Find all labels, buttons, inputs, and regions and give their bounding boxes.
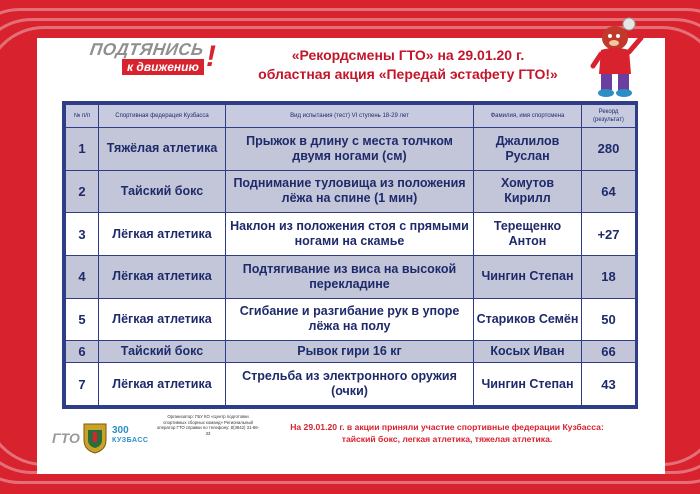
cell-federation: Тяжёлая атлетика bbox=[99, 128, 226, 171]
logo-sub-text: к движению bbox=[122, 59, 204, 75]
cell-record: 64 bbox=[582, 170, 636, 213]
header-number: № п/п bbox=[66, 105, 99, 128]
table-row bbox=[66, 255, 636, 298]
header-record: Рекорд (результат) bbox=[582, 105, 636, 128]
cell-federation: Тайский бокс bbox=[99, 170, 226, 213]
cell-athlete: Чингин Степан bbox=[474, 255, 582, 298]
table-row bbox=[66, 128, 636, 171]
gto-logo: ГТО bbox=[52, 430, 80, 446]
coat-of-arms-icon bbox=[82, 422, 108, 454]
cell-record: 280 bbox=[582, 128, 636, 171]
cell-athlete: Джалилов Руслан bbox=[474, 128, 582, 171]
page-title bbox=[232, 46, 584, 84]
header-athlete: Фамилия, имя спортсмена bbox=[474, 105, 582, 128]
cell-event: Поднимание туловища из положения лёжа на спине (1 мин) bbox=[226, 170, 474, 213]
cell-athlete: Косых Иван bbox=[474, 341, 582, 363]
cell-athlete: Чингин Степан bbox=[474, 363, 582, 406]
campaign-logo bbox=[88, 40, 228, 82]
cell-number: 7 bbox=[66, 363, 99, 406]
cell-federation: Лёгкая атлетика bbox=[99, 298, 226, 341]
title-line-2: областная акция «Передай эстафету ГТО!» bbox=[258, 66, 558, 82]
table-row bbox=[66, 298, 636, 341]
cell-record: 50 bbox=[582, 298, 636, 341]
cell-event: Сгибание и разгибание рук в упоре лёжа на полу bbox=[226, 298, 474, 341]
cell-number: 2 bbox=[66, 170, 99, 213]
kuzbass-300-number: 300 bbox=[112, 425, 129, 436]
cell-event: Стрельба из электронного оружия (очки) bbox=[226, 363, 474, 406]
table-row bbox=[66, 170, 636, 213]
cell-event: Наклон из положения стоя с прямыми ногами на скамье bbox=[226, 213, 474, 256]
cell-record: 18 bbox=[582, 255, 636, 298]
table-row bbox=[66, 213, 636, 256]
cell-federation: Тайский бокс bbox=[99, 341, 226, 363]
cell-event: Подтягивание из виса на высокой перекладине bbox=[226, 255, 474, 298]
participation-note bbox=[264, 421, 630, 445]
cell-record: 43 bbox=[582, 363, 636, 406]
records-table bbox=[65, 104, 636, 406]
note-line-1: На 29.01.20 г. в акции приняли участие спортивные федерации Кузбасса: bbox=[290, 422, 604, 432]
cell-number: 1 bbox=[66, 128, 99, 171]
cell-record: +27 bbox=[582, 213, 636, 256]
note-line-2: тайский бокс, легкая атлетика, тяжелая атлетика. bbox=[341, 434, 553, 444]
cell-federation: Лёгкая атлетика bbox=[99, 363, 226, 406]
cell-athlete: Хомутов Кирилл bbox=[474, 170, 582, 213]
table-row bbox=[66, 341, 636, 363]
footer-logos bbox=[52, 420, 162, 460]
organizer-info: Организатор: ГБУ КО «Центр подготовки спортивных сборных команд» Региональный оператор ГТО справки по телефону: 8(3842) 31-86-33 bbox=[156, 414, 260, 436]
cell-number: 4 bbox=[66, 255, 99, 298]
logo-exclamation: ! bbox=[206, 40, 216, 73]
bear-mascot-icon bbox=[585, 16, 645, 98]
header-federation: Спортивная федерация Кузбасса bbox=[99, 105, 226, 128]
cell-number: 5 bbox=[66, 298, 99, 341]
records-table-frame bbox=[62, 101, 638, 409]
cell-record: 66 bbox=[582, 341, 636, 363]
logo-main-text: ПОДТЯНИСЬ bbox=[88, 40, 206, 59]
cell-athlete: Терещенко Антон bbox=[474, 213, 582, 256]
cell-number: 3 bbox=[66, 213, 99, 256]
kuzbass-300-logo bbox=[112, 426, 148, 446]
table-header-row bbox=[66, 105, 636, 128]
header-event: Вид испытания (тест) VI ступень 18-29 лет bbox=[226, 105, 474, 128]
kuzbass-300-word: КУЗБАСС bbox=[112, 437, 149, 444]
cell-athlete: Стариков Семён bbox=[474, 298, 582, 341]
cell-federation: Лёгкая атлетика bbox=[99, 255, 226, 298]
title-line-1: «Рекордсмены ГТО» на 29.01.20 г. bbox=[291, 47, 525, 63]
cell-number: 6 bbox=[66, 341, 99, 363]
cell-event: Рывок гири 16 кг bbox=[226, 341, 474, 363]
cell-event: Прыжок в длину с места толчком двумя ногами (см) bbox=[226, 128, 474, 171]
cell-federation: Лёгкая атлетика bbox=[99, 213, 226, 256]
table-row bbox=[66, 363, 636, 406]
